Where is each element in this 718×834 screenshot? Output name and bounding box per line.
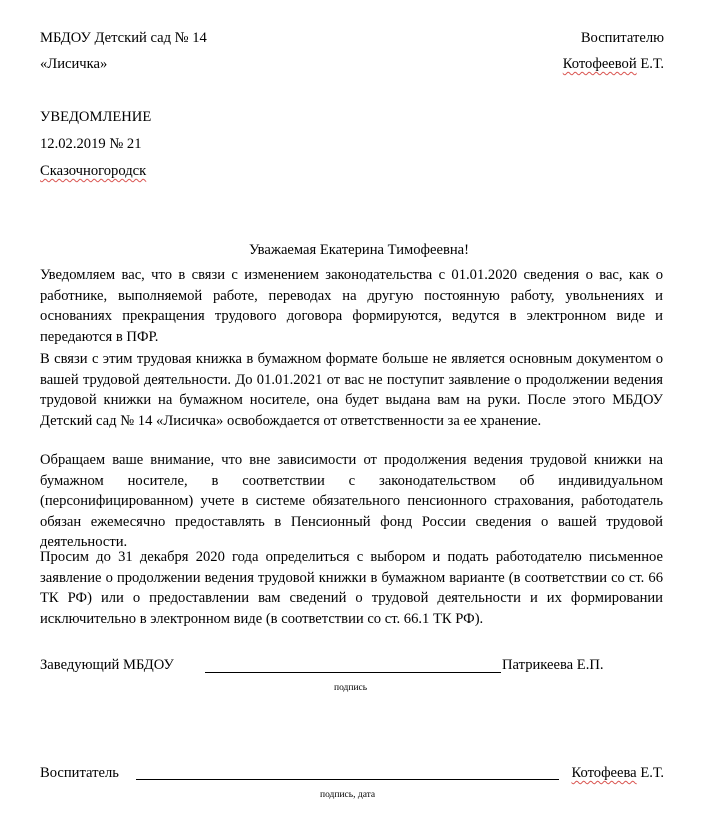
recipient-position: Воспитателю [580,30,664,46]
document-city [40,162,146,180]
city-name: Сказочногородск [40,163,147,179]
head-name: Патрикеева Е.П. [502,657,604,673]
teacher-initials: Е.Т. [636,765,664,781]
paragraph-2: В связи с этим трудовая книжка в бумажном формате больше не является основным документом о вашей трудовой деятельности. До 01.01.2021 от вас не поступит заявление о продолжении ведения трудовой книжки на бумажном носителе, она будет выдана вам на руки. После этого МБДОУ Детский сад № 14 «Лисичка» освобождается от ответственности за ее хранение. [40,351,663,429]
teacher-signature-line [136,779,559,780]
head-position: Заведующий МБДОУ [40,657,174,673]
teacher-signature-caption: подпись, дата [320,790,376,800]
head-signature-caption: подпись [334,683,368,693]
organization-name: МБДОУ Детский сад № 14 [40,30,207,46]
greeting: Уважаемая Екатерина Тимофеевна! [249,242,469,258]
document-title: УВЕДОМЛЕНИЕ [40,109,152,125]
paragraph-4: Просим до 31 декабря 2020 года определиться с выбором и подать работодателю письменное заявление о продолжении ведения трудовой книжки в бумажном варианте (в соответствии со ст. 66 ТК РФ) или о предоставлении вам сведений о трудовой деятельности и их формировании исключительно в электронном виде (в соответствии со ст. 66.1 ТК РФ). [40,549,663,627]
teacher-surname: Котофеева [571,765,637,781]
document-date-number: 12.02.2019 № 21 [40,136,142,152]
teacher-position: Воспитатель [40,765,119,781]
organization-name-line2: «Лисичка» [40,56,108,72]
recipient-surname: Котофеевой [562,56,637,72]
head-signature-line [205,672,501,673]
recipient-initials: Е.Т. [636,56,664,72]
teacher-name [571,764,664,782]
paragraph-3: Обращаем ваше внимание, что вне зависимости от продолжения ведения трудовой книжки на бумажном носителе, в соответствии с законодательством об индивидуальном (персонифицированном) учете в системе обязательного пенсионного страхования, работодатель обязан ежемесячно предоставлять в Пенсионный фонд России сведения о вашей трудовой деятельности. [40,452,663,550]
paragraph-1: Уведомляем вас, что в связи с изменением законодательства с 01.01.2020 сведения о вас, как о работнике, выполняемой работе, переводах на другую постоянную работу, увольнениях и основаниях прекращения трудового договора формируются, ведутся в электронном виде и передаются в ПФР. [40,267,663,345]
recipient-name [563,55,664,73]
